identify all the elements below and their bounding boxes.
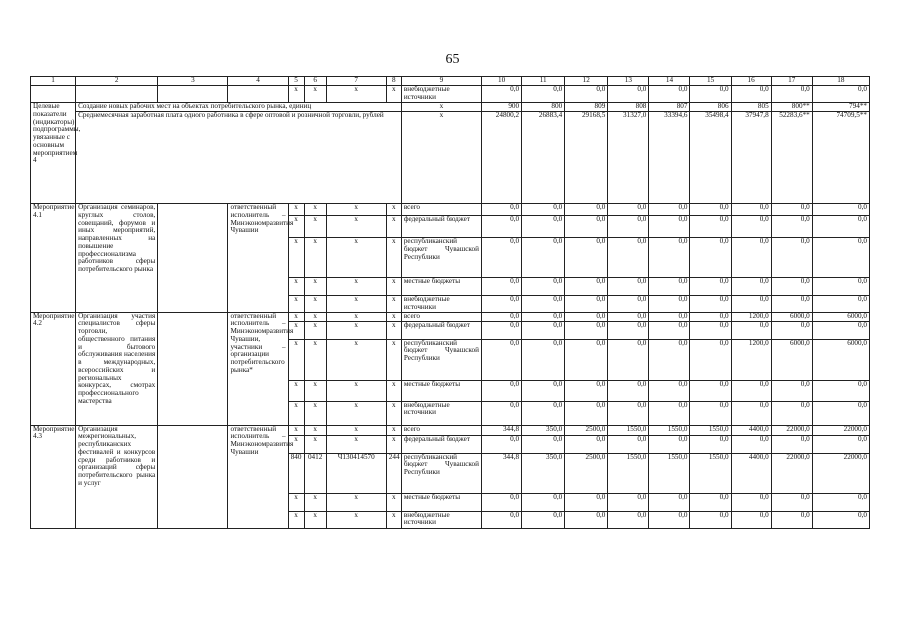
value-cell: 0,0 [812,511,869,528]
code-cell: x [386,216,401,238]
value-cell: 0,0 [812,296,869,313]
value-cell: 0,0 [482,511,522,528]
table-row [31,312,870,321]
value-cell: 0,0 [608,339,649,380]
measure-name: Организация межрегиональных, республиканских фестивалей и конкурсов среди работников и организаций сферы потребительского рынка и услуг [76,425,158,528]
target-indicators-label: Целевые показатели (индикаторы) подпрограммы, увязанные с основным мероприятием 4 [31,103,76,204]
code-cell: x [304,401,326,425]
column-number: 14 [649,77,690,86]
column-number: 6 [304,77,326,86]
code-cell: x [401,103,481,112]
measure-label: Мероприятие 4.2 [31,312,76,425]
value-cell: 0,0 [522,216,565,238]
column-number: 2 [76,77,158,86]
value-cell: 0,0 [649,278,690,296]
value-cell: 22000,0 [771,453,812,493]
value-cell: 0,0 [690,278,731,296]
value-cell: 0,0 [812,401,869,425]
value-cell: 0,0 [812,321,869,339]
value-cell: 6000,0 [812,312,869,321]
code-cell: x [386,312,401,321]
funding-source: всего [401,204,481,216]
code-cell: Ч130414570 [326,453,386,493]
value-cell: 37947,8 [731,112,771,204]
value-cell: 0,0 [482,401,522,425]
empty-cell [158,425,228,528]
value-cell: 0,0 [649,216,690,238]
value-cell: 0,0 [649,511,690,528]
value-cell: 0,0 [690,380,731,401]
column-number: 12 [565,77,608,86]
value-cell: 0,0 [565,238,608,278]
code-cell: 840 [288,453,304,493]
funding-source: республиканский бюджет Чувашской Республики [401,339,481,380]
column-number: 17 [771,77,812,86]
table-row [31,204,870,216]
column-number: 9 [401,77,481,86]
code-cell: x [386,511,401,528]
empty-cell [76,86,158,103]
value-cell: 800 [522,103,565,112]
value-cell: 0,0 [690,435,731,453]
value-cell: 0,0 [731,278,771,296]
funding-source: внебюджетные источники [401,401,481,425]
value-cell: 0,0 [771,493,812,511]
value-cell: 1550,0 [608,453,649,493]
value-cell: 0,0 [482,435,522,453]
value-cell: 0,0 [482,321,522,339]
value-cell: 0,0 [649,380,690,401]
value-cell: 0,0 [565,511,608,528]
empty-cell [158,312,228,425]
value-cell: 0,0 [771,238,812,278]
value-cell: 0,0 [690,511,731,528]
value-cell: 0,0 [690,339,731,380]
value-cell: 0,0 [565,380,608,401]
value-cell: 0,0 [731,435,771,453]
value-cell: 0,0 [649,401,690,425]
value-cell: 0,0 [608,321,649,339]
funding-source: республиканский бюджет Чувашской Республики [401,238,481,278]
value-cell: 0,0 [565,321,608,339]
value-cell: 0,0 [482,216,522,238]
value-cell: 805 [731,103,771,112]
code-cell: x [326,380,386,401]
value-cell: 344,8 [482,453,522,493]
value-cell: 0,0 [690,238,731,278]
funding-source: федеральный бюджет [401,216,481,238]
code-cell: x [304,321,326,339]
value-cell: 0,0 [608,204,649,216]
value-cell: 809 [565,103,608,112]
value-cell: 0,0 [771,296,812,313]
funding-source: внебюджетные источники [401,511,481,528]
code-cell: x [386,401,401,425]
value-cell: 806 [690,103,731,112]
column-number: 4 [228,77,288,86]
code-cell: x [326,296,386,313]
funding-source: федеральный бюджет [401,321,481,339]
value-cell: 0,0 [731,380,771,401]
funding-source: местные бюджеты [401,380,481,401]
value-cell: 0,0 [522,204,565,216]
code-cell: x [304,380,326,401]
value-cell: 0,0 [771,278,812,296]
code-cell: x [288,321,304,339]
value-cell: 29168,5 [565,112,608,204]
empty-cell [158,204,228,313]
value-cell: 22000,0 [771,425,812,435]
code-cell: x [386,278,401,296]
empty-cell [158,86,228,103]
value-cell: 0,0 [522,380,565,401]
code-cell: x [326,204,386,216]
value-cell: 0,0 [608,296,649,313]
code-cell: x [386,339,401,380]
value-cell: 0,0 [565,493,608,511]
code-cell: x [326,339,386,380]
value-cell: 0,0 [771,511,812,528]
value-cell: 1550,0 [690,453,731,493]
value-cell: 344,8 [482,425,522,435]
value-cell: 0,0 [522,86,565,103]
value-cell: 0,0 [608,278,649,296]
value-cell: 0,0 [565,204,608,216]
code-cell: x [288,401,304,425]
value-cell: 0,0 [690,321,731,339]
value-cell: 0,0 [690,216,731,238]
value-cell: 4400,0 [731,453,771,493]
code-cell: x [288,425,304,435]
value-cell: 0,0 [608,493,649,511]
value-cell: 0,0 [565,216,608,238]
code-cell: x [326,435,386,453]
code-cell: x [326,216,386,238]
value-cell: 0,0 [608,216,649,238]
value-cell: 2500,0 [565,425,608,435]
code-cell: x [326,493,386,511]
value-cell: 0,0 [608,401,649,425]
measure-name: Организация семинаров, круглых столов, совещаний, форумов и иных мероприятий, направленных на повышение профессионализма работников сферы потребительского рынка [76,204,158,313]
code-cell: 0412 [304,453,326,493]
value-cell: 0,0 [731,401,771,425]
value-cell: 0,0 [649,86,690,103]
code-cell: x [386,425,401,435]
value-cell: 0,0 [522,435,565,453]
value-cell: 0,0 [812,204,869,216]
measure-label: Мероприятие 4.3 [31,425,76,528]
value-cell: 22000,0 [812,453,869,493]
value-cell: 0,0 [608,511,649,528]
code-cell: x [304,86,326,103]
value-cell: 0,0 [812,493,869,511]
value-cell: 0,0 [731,296,771,313]
code-cell: x [304,493,326,511]
target-name: Создание новых рабочих мест на объектах потребительского рынка, единиц [76,103,402,112]
code-cell: x [326,238,386,278]
code-cell: x [326,86,386,103]
measure-label: Мероприятие 4.1 [31,204,76,313]
value-cell: 0,0 [690,401,731,425]
code-cell: x [288,339,304,380]
value-cell: 0,0 [482,296,522,313]
value-cell: 6000,0 [771,339,812,380]
value-cell: 0,0 [565,339,608,380]
value-cell: 0,0 [649,493,690,511]
code-cell: x [304,204,326,216]
value-cell: 0,0 [482,238,522,278]
value-cell: 0,0 [565,312,608,321]
page-number: 65 [445,52,460,67]
column-number: 16 [731,77,771,86]
code-cell: x [288,204,304,216]
column-number: 11 [522,77,565,86]
value-cell: 0,0 [731,321,771,339]
code-cell: x [401,112,481,204]
funding-source: местные бюджеты [401,278,481,296]
value-cell: 0,0 [812,435,869,453]
value-cell: 0,0 [690,493,731,511]
funding-source: федеральный бюджет [401,435,481,453]
value-cell: 4400,0 [731,425,771,435]
code-cell: x [288,216,304,238]
table-row [31,425,870,435]
code-cell: x [386,204,401,216]
code-cell: x [386,86,401,103]
value-cell: 0,0 [771,86,812,103]
value-cell: 1550,0 [649,425,690,435]
code-cell: x [304,339,326,380]
code-cell: x [326,321,386,339]
code-cell: 244 [386,453,401,493]
value-cell: 0,0 [482,204,522,216]
code-cell: x [288,435,304,453]
value-cell: 0,0 [522,296,565,313]
value-cell: 0,0 [608,312,649,321]
header-row [31,77,870,86]
value-cell: 0,0 [522,238,565,278]
value-cell: 22000,0 [812,425,869,435]
funding-source: всего [401,425,481,435]
code-cell: x [304,278,326,296]
value-cell: 6000,0 [812,339,869,380]
code-cell: x [386,493,401,511]
value-cell: 0,0 [771,435,812,453]
value-cell: 0,0 [649,435,690,453]
value-cell: 1200,0 [731,339,771,380]
code-cell: x [304,238,326,278]
value-cell: 0,0 [522,312,565,321]
value-cell: 0,0 [482,278,522,296]
funding-source: республиканский бюджет Чувашской Республики [401,453,481,493]
funding-source: местные бюджеты [401,493,481,511]
value-cell: 26883,4 [522,112,565,204]
column-number: 18 [812,77,869,86]
value-cell: 807 [649,103,690,112]
code-cell: x [288,493,304,511]
value-cell: 0,0 [690,86,731,103]
code-cell: x [326,278,386,296]
value-cell: 0,0 [771,401,812,425]
value-cell: 0,0 [649,204,690,216]
value-cell: 350,0 [522,453,565,493]
column-number: 5 [288,77,304,86]
code-cell: x [326,425,386,435]
value-cell: 0,0 [565,278,608,296]
value-cell: 0,0 [731,86,771,103]
value-cell: 31327,0 [608,112,649,204]
value-cell: 0,0 [565,435,608,453]
value-cell: 6000,0 [771,312,812,321]
value-cell: 1550,0 [608,425,649,435]
value-cell: 0,0 [649,339,690,380]
code-cell: x [386,296,401,313]
column-number: 7 [326,77,386,86]
column-number: 8 [386,77,401,86]
value-cell: 52283,6** [771,112,812,204]
value-cell: 0,0 [812,238,869,278]
value-cell: 1200,0 [731,312,771,321]
code-cell: x [288,278,304,296]
column-number: 15 [690,77,731,86]
code-cell: x [304,511,326,528]
value-cell: 74709,5** [812,112,869,204]
funding-source: внебюджетные источники [401,86,481,103]
value-cell: 2500,0 [565,453,608,493]
value-cell: 0,0 [649,238,690,278]
value-cell: 0,0 [812,380,869,401]
value-cell: 0,0 [565,86,608,103]
code-cell: x [288,296,304,313]
value-cell: 0,0 [731,204,771,216]
value-cell: 0,0 [649,312,690,321]
code-cell: x [288,312,304,321]
value-cell: 0,0 [812,86,869,103]
measure-executor: ответственный исполнитель – Минэкономразвития Чувашии [228,425,288,528]
value-cell: 0,0 [731,493,771,511]
value-cell: 0,0 [608,238,649,278]
value-cell: 0,0 [771,204,812,216]
value-cell: 0,0 [482,380,522,401]
column-number: 1 [31,77,76,86]
value-cell: 0,0 [608,380,649,401]
value-cell: 0,0 [565,401,608,425]
code-cell: x [304,296,326,313]
value-cell: 0,0 [482,339,522,380]
value-cell: 33394,6 [649,112,690,204]
value-cell: 0,0 [812,278,869,296]
value-cell: 0,0 [522,278,565,296]
table-row [31,86,870,103]
value-cell: 0,0 [565,296,608,313]
value-cell: 0,0 [771,321,812,339]
empty-cell [228,86,288,103]
code-cell: x [288,511,304,528]
code-cell: x [304,216,326,238]
column-number: 3 [158,77,228,86]
value-cell: 0,0 [771,216,812,238]
code-cell: x [304,435,326,453]
measure-executor: ответственный исполнитель – Минэкономразвития Чувашии [228,204,288,313]
code-cell: x [386,435,401,453]
table-row [31,112,870,204]
value-cell: 900 [482,103,522,112]
empty-cell [31,86,76,103]
code-cell: x [288,86,304,103]
value-cell: 0,0 [522,321,565,339]
column-number: 10 [482,77,522,86]
value-cell: 0,0 [649,321,690,339]
measure-executor: ответственный исполнитель – Минэкономразвития Чувашии, участники – организации потребительского рынка* [228,312,288,425]
value-cell: 0,0 [649,296,690,313]
code-cell: x [386,238,401,278]
value-cell: 350,0 [522,425,565,435]
value-cell: 808 [608,103,649,112]
value-cell: 0,0 [731,238,771,278]
value-cell: 0,0 [608,435,649,453]
value-cell: 794** [812,103,869,112]
value-cell: 0,0 [522,401,565,425]
value-cell: 0,0 [482,312,522,321]
code-cell: x [326,312,386,321]
code-cell: x [304,312,326,321]
program-table [30,76,870,529]
target-name: Среднемесячная заработная плата одного работника в сфере оптовой и розничной торговли, рублей [76,112,402,204]
value-cell: 0,0 [690,296,731,313]
value-cell: 0,0 [482,493,522,511]
code-cell: x [386,321,401,339]
code-cell: x [386,380,401,401]
funding-source: всего [401,312,481,321]
code-cell: x [288,238,304,278]
value-cell: 0,0 [522,493,565,511]
value-cell: 0,0 [690,312,731,321]
value-cell: 1550,0 [649,453,690,493]
column-number: 13 [608,77,649,86]
code-cell: x [326,511,386,528]
funding-source: внебюджетные источники [401,296,481,313]
value-cell: 0,0 [690,204,731,216]
value-cell: 0,0 [522,511,565,528]
value-cell: 0,0 [812,216,869,238]
value-cell: 35498,4 [690,112,731,204]
value-cell: 0,0 [608,86,649,103]
value-cell: 0,0 [771,380,812,401]
code-cell: x [304,425,326,435]
code-cell: x [326,401,386,425]
value-cell: 1550,0 [690,425,731,435]
value-cell: 0,0 [522,339,565,380]
code-cell: x [288,380,304,401]
measure-name: Организация участия специалистов сферы торговли, общественного питания и бытового обслуживания населения в международных, всероссийских и региональных конкурсах, смотрах профессионального мастерства [76,312,158,425]
value-cell: 0,0 [482,86,522,103]
value-cell: 24800,2 [482,112,522,204]
value-cell: 0,0 [731,216,771,238]
value-cell: 0,0 [731,511,771,528]
value-cell: 800** [771,103,812,112]
